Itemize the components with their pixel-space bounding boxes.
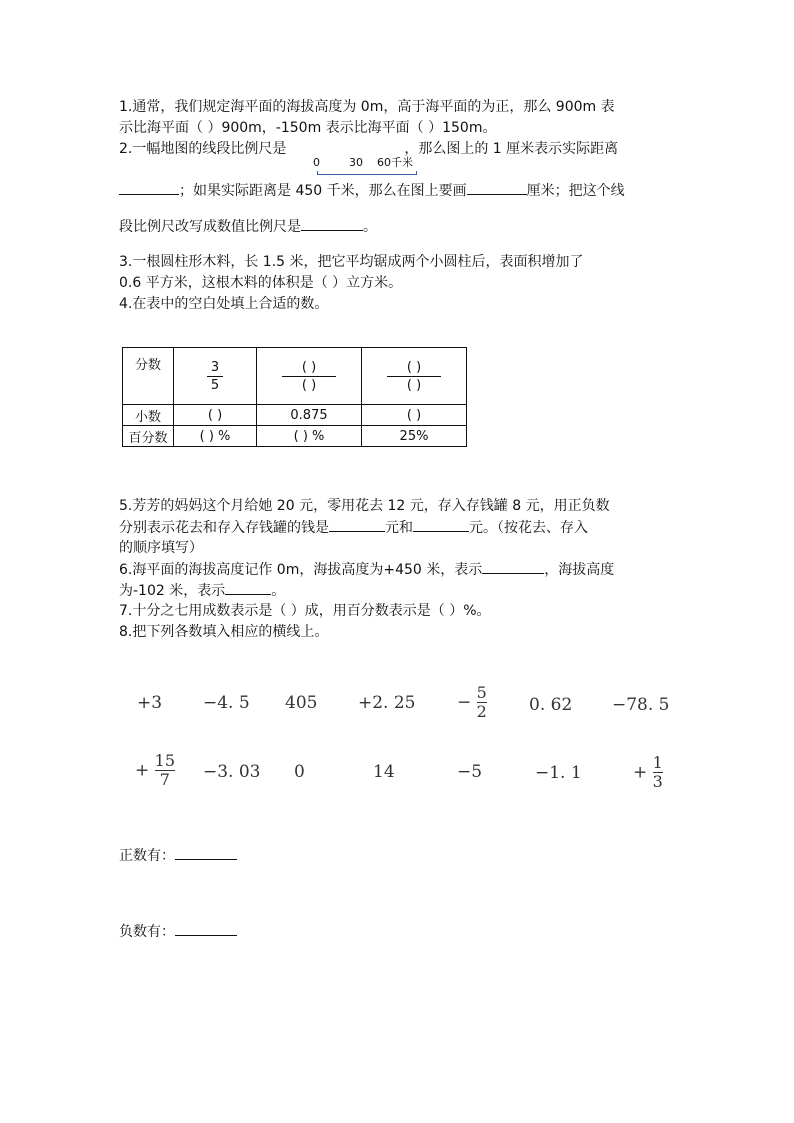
answer-blank[interactable] — [329, 517, 385, 532]
cell-fraction-1 — [174, 348, 257, 405]
number-neg-78-5: −78. 5 — [612, 695, 670, 715]
negative-answer-row — [119, 921, 237, 942]
number-plus-3: +3 — [137, 693, 163, 713]
q6-text-c: 为-102 米，表示 — [119, 583, 226, 599]
answer-blank[interactable] — [301, 216, 363, 231]
fraction — [155, 752, 175, 789]
q2-line2 — [119, 180, 625, 201]
number-0-62: 0. 62 — [529, 695, 573, 715]
q7-line1: 7.十分之七用成数表示是（ ）成，用百分数表示是（ ）%。 — [119, 603, 491, 619]
number-plus-2-25: +2. 25 — [358, 693, 416, 713]
fraction-bar — [282, 376, 336, 377]
denominator: 5 — [210, 377, 220, 393]
cell-percent-2[interactable]: ( ) % — [257, 426, 362, 447]
number-0: 0 — [294, 762, 305, 782]
scale-label-60: 60千米 — [377, 156, 413, 169]
q3-line2: 0.6 平方米，这根木料的体积是（ ）立方米。 — [119, 275, 403, 291]
q2-line3 — [119, 216, 377, 237]
numerator-blank: ( ) — [301, 359, 317, 375]
q8-line1: 8.把下列各数填入相应的横线上。 — [119, 624, 329, 640]
denominator-blank: ( ) — [301, 377, 317, 393]
blank-fraction — [387, 360, 441, 393]
fraction — [653, 754, 663, 791]
q5-text-c: 元。（按花去、存入 — [469, 520, 588, 536]
q5-text-a: 分别表示花去和存入存钱罐的钱是 — [119, 520, 329, 536]
negative-label: 负数有： — [119, 924, 175, 940]
row-label-percent: 百分数 — [123, 426, 174, 447]
cell-fraction-3[interactable] — [362, 348, 467, 405]
numerator: 15 — [154, 751, 176, 770]
q6-text-d: 。 — [271, 583, 286, 599]
number-neg-3-03: −3. 03 — [203, 762, 261, 782]
q6-text-b: ，海拔高度 — [544, 562, 615, 578]
answer-blank[interactable] — [119, 180, 179, 195]
row-label-fraction: 分数 — [123, 348, 174, 405]
q5-line3: 的顺序填写） — [119, 540, 203, 556]
q2-text-e: 段比例尺改写成数值比例尺是 — [119, 219, 301, 235]
number-plus-1-3 — [633, 754, 663, 791]
q2-text-a: 2.一幅地图的线段比例尺是 — [119, 141, 287, 157]
conversion-table — [122, 347, 467, 447]
q6-text-a: 6.海平面的海拔高度记作 0m，海拔高度为+450 米，表示 — [119, 562, 483, 578]
numerator: 3 — [210, 359, 220, 375]
q2-line1 — [119, 139, 618, 159]
q2-text-b: ，那么图上的 1 厘米表示实际距离 — [404, 141, 619, 157]
q1-line1: 1.通常，我们规定海平面的海拔高度为 0m，高于海平面的为正，那么 900m 表 — [119, 99, 615, 115]
numerator-blank: ( ) — [406, 359, 422, 375]
answer-blank[interactable] — [225, 580, 271, 595]
fraction-3-5 — [207, 360, 223, 393]
scale-label-0: 0 — [313, 156, 320, 169]
q4-line1: 4.在表中的空白处填上合适的数。 — [119, 296, 329, 312]
number-neg-5: −5 — [457, 762, 483, 782]
number-405: 405 — [285, 693, 318, 713]
cell-decimal-2: 0.875 — [257, 405, 362, 426]
answer-blank[interactable] — [482, 559, 544, 574]
answer-blank[interactable] — [413, 517, 469, 532]
q1-line2: 示比海平面（ ）900m，-150m 表示比海平面（ ）150m。 — [119, 120, 497, 136]
numerator: 5 — [476, 683, 487, 702]
number-14: 14 — [373, 762, 395, 782]
denominator: 7 — [159, 770, 170, 789]
numerator: 1 — [652, 753, 663, 772]
scale-bar — [310, 157, 420, 177]
sign: + — [135, 760, 150, 781]
cell-percent-1[interactable]: ( ) % — [174, 426, 257, 447]
fraction-bar — [387, 376, 441, 377]
number-neg-5-2 — [457, 684, 487, 721]
denominator-blank: ( ) — [406, 377, 422, 393]
sign: + — [633, 762, 648, 783]
cell-decimal-1[interactable]: ( ) — [174, 405, 257, 426]
cell-percent-3: 25% — [362, 426, 467, 447]
number-neg-1-1: −1. 1 — [535, 763, 582, 783]
scale-label-30: 30 — [349, 156, 363, 169]
q6-line1 — [119, 559, 614, 580]
positive-answer-blank[interactable] — [175, 845, 237, 860]
fraction — [477, 684, 487, 721]
denominator: 2 — [476, 702, 487, 721]
q3-line1: 3.一根圆柱形木料，长 1.5 米，把它平均锯成两个小圆柱后，表面积增加了 — [119, 254, 584, 270]
cell-fraction-2[interactable] — [257, 348, 362, 405]
q2-text-c: ；如果实际距离是 450 千米，那么在图上要画 — [179, 183, 467, 199]
fraction-bar — [207, 376, 223, 377]
q6-line2 — [119, 580, 285, 601]
answer-blank[interactable] — [467, 180, 527, 195]
blank-fraction — [282, 360, 336, 393]
number-neg-4-5: −4. 5 — [203, 693, 250, 713]
q5-text-b: 元和 — [385, 520, 413, 536]
q2-text-f: 。 — [363, 219, 377, 235]
q2-text-d: 厘米；把这个线 — [526, 183, 625, 199]
row-label-decimal: 小数 — [123, 405, 174, 426]
q5-line2 — [119, 517, 588, 538]
q5-line1: 5.芳芳的妈妈这个月给她 20 元，零用花去 12 元，存入存钱罐 8 元，用正负数 — [119, 498, 610, 514]
positive-label: 正数有： — [119, 848, 175, 864]
scale-line — [317, 171, 417, 175]
negative-answer-blank[interactable] — [175, 921, 237, 936]
denominator: 3 — [652, 772, 663, 791]
positive-answer-row — [119, 845, 237, 866]
number-plus-15-7 — [135, 752, 175, 789]
cell-decimal-3[interactable]: ( ) — [362, 405, 467, 426]
sign: − — [457, 692, 472, 713]
